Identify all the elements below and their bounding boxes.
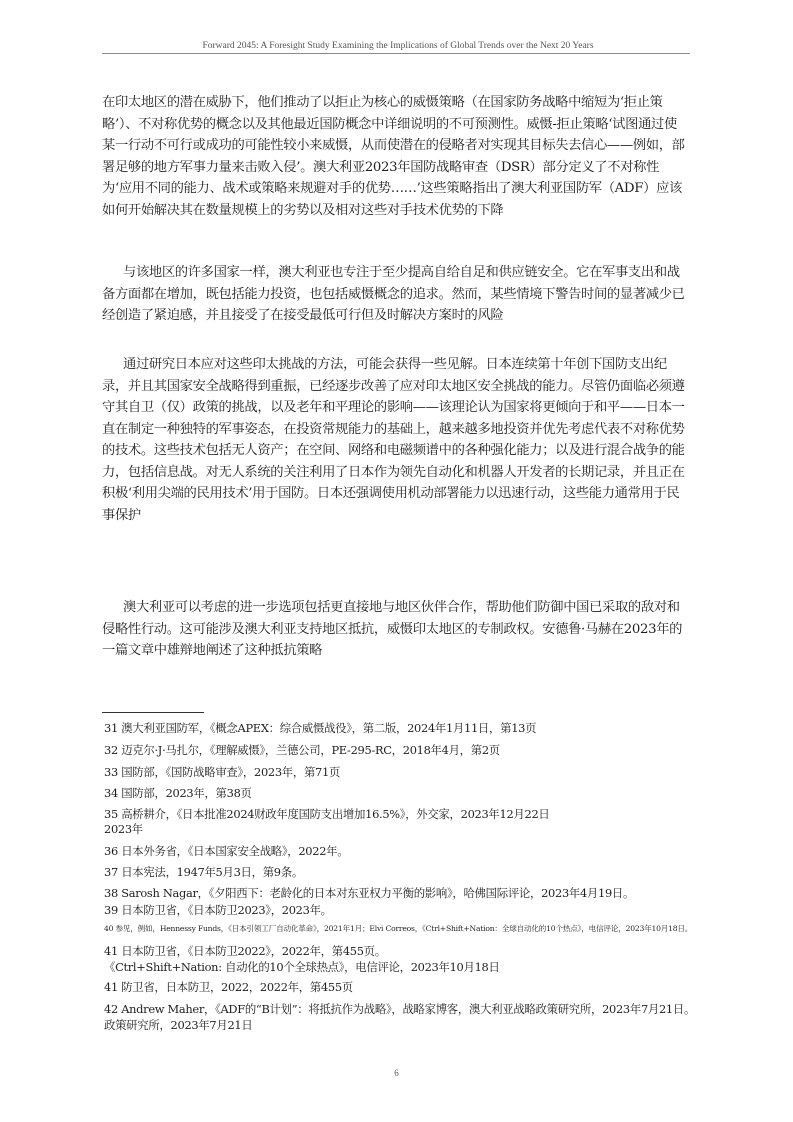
body-paragraph-4: 澳大利亚可以考虑的进一步选项包括更直接地与地区伙伴合作，帮助他们防御中国已采取的敌对和侵略性行动。这可能涉及澳大利亚支持地区抵抗，威慑印太地区的专制政权。安德鲁·马赫在2023年的一篇文章中雄辩地阐述了这种抵抗策略 [102, 600, 683, 658]
header-divider [102, 53, 690, 54]
footnote-38: 38 Sarosh Nagar，《夕阳西下：老龄化的日本对东亚权力平衡的影响》，哈佛国际评论，2023年4月19日。 [104, 886, 635, 900]
footnote-35: 35 高桥耕介，《日本批准2024财政年度国防支出增加16.5%》，外交家，2023年12月22日 [104, 807, 550, 821]
body-paragraph-1: 在印太地区的潜在威胁下，他们推动了以拒止为核心的威慑策略（在国家防务战略中缩短为‘拒止策略’）、不对称优势的概念以及其他最近国防概念中详细说明的不可预测性。威慑-拒止策略‘试图通过使某一行动不可行或成功的可能性较小来威慑，从而使潜在的侵略者对实现其目标失去信心——例如，部署足够的地方军事力量来击败入侵’。澳大利亚2023年国防战略审查（DSR）部分定义了不对称性为‘应用不同的能力、战术或策略来规避对手的优势……’这些策略指出了澳大利亚国防军（ADF）应该如何开始解决其在数量规模上的劣势以及相对这些对手技术优势的下降 [102, 95, 685, 218]
footnote-41: 41 日本防卫省，《日本防卫2022》，2022年，第455页。 [104, 944, 386, 958]
footnote-39: 39 日本防卫省，《日本防卫2023》，2023年。 [104, 903, 332, 917]
running-header: Forward 2045: A Foresight Study Examining the Implications of Global Trends over the Next 20 Years [202, 41, 594, 51]
footnote-36: 36 日本外务省，《日本国家安全战略》，2022年。 [104, 844, 349, 858]
footnote-35-continuation: 2023年 [104, 822, 143, 836]
footnote-31: 31 澳大利亚国防军，《概念APEX：综合威慑战役》，第二版，2024年1月11日，第13页 [104, 721, 537, 735]
footnote-37: 37 日本宪法，1947年5月3日，第9条。 [104, 865, 303, 879]
footnote-32: 32 迈克尔·J·马扎尔，《理解威慑》，兰德公司，PE-295-RC，2018年4月，第2页 [104, 743, 500, 757]
footnote-divider [102, 712, 204, 713]
body-paragraph-3: 通过研究日本应对这些印太挑战的方法，可能会获得一些见解。日本连续第十年创下国防支出纪录，并且其国家安全战略得到重振，已经逐步改善了应对印太地区安全挑战的能力。尽管仍面临必须遵守其自卫（仅）政策的挑战，以及老年和平理论的影响——该理论认为国家将更倾向于和平——日本一直在制定一种独特的军事姿态，在投资常规能力的基础上，越来越多地投资并优先考虑代表不对称优势的技术。这些技术包括无人资产；在空间、网络和电磁频谱中的各种强化能力；以及进行混合战争的能力，包括信息战。对无人系统的关注利用了日本作为领先自动化和机器人开发者的长期记录，并且正在积极‘利用尖端的民用技术’用于国防。日本还强调使用机动部署能力以迅速行动，这些能力通常用于民事保护 [102, 357, 685, 523]
footnote-41-duplicate: 41 防卫省，日本防卫，2022，2022年，第455页 [104, 980, 353, 994]
footnote-33: 33 国防部，《国防战略审查》，2023年，第71页 [104, 765, 341, 779]
page-number: 6 [394, 1068, 399, 1078]
footnote-42: 42 Andrew Maher，《ADF的“B计划”：将抵抗作为战略》，战略家博客，澳大利亚战略政策研究所，2023年7月21日。 [104, 1002, 696, 1016]
footnote-34: 34 国防部，2023年，第38页 [104, 786, 252, 800]
footnote-41-continuation: 《Ctrl+Shift+Nation: 自动化的10个全球热点》，电信评论，2023年10月18日 [104, 960, 500, 974]
body-paragraph-2: 与该地区的许多国家一样，澳大利亚也专注于至少提高自给自足和供应链安全。它在军事支出和战备方面都在增加，既包括能力投资，也包括威慑概念的追求。然而，某些情境下警告时间的显著减少已经创造了紧迫感，并且接受了在接受最低可行但及时解决方案时的风险 [102, 265, 685, 323]
footnote-40: 40 参见，例如，Hennessy Funds，《日本引领工厂自动化革命》，2021年1月；Elvi Correos，《Ctrl+Shift+Nation：全球自动化的10个热点》，电信评论，2023年10月18日。 [104, 924, 693, 933]
footnote-42-continuation: 政策研究所，2023年7月21日 [104, 1018, 253, 1032]
